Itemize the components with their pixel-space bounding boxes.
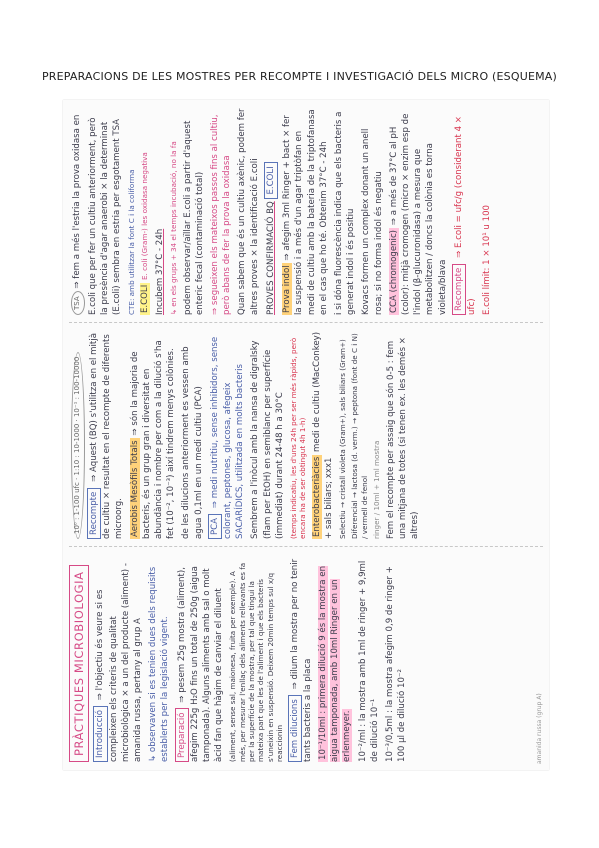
column-1-footnote: amanida russa (grup A): [536, 693, 544, 764]
pca-paragraph: [208, 331, 247, 539]
incubation-text: Incubem 37°C - 24h: [155, 228, 166, 315]
pca-text: ⇒ medi nutritiu, sense inhibidors, sense colorant, peptones, glucosa, afegeix SACARÍDICS, utilitzada en molts bacteris: [209, 336, 246, 539]
tsa-label: TSA: [71, 291, 85, 315]
intro-arrow-text: ↳ observaven si es tenien dues dels requisits establerts per la legislació vigent.: [148, 566, 171, 762]
proves-label: PROVES CONFIRMACIÓ BQ: [265, 201, 276, 315]
recompte-paragraph: [87, 331, 126, 539]
recompte2-text: ⇒ E.coli = ufc/g (considerant 4 × ufc): [453, 115, 477, 315]
ecoli-paragraph: [139, 108, 151, 315]
dilution-text: ⇒ dilum la mostra per no tenir tants bacteris a la placa: [289, 558, 313, 762]
cca-label: CCA (chromogenic): [388, 229, 399, 313]
handwritten-notes-sheet: [63, 100, 549, 770]
indol-label: Prova indol: [282, 265, 293, 313]
intro-text: ⇒ l'objectiu és veure si es compleixen els criteris de qualitat microbiològica × a un del producte (aliment) - amanida russa, pertany al grup A: [95, 563, 143, 762]
fem-text: Fem el recompte per assaig que són 0-5 : fem una mitjana de totes (si tenen ex. les demés × altres): [385, 337, 420, 539]
dilution-label: Fem dilucions: [288, 695, 302, 762]
proves-ecoli: E.COLI: [264, 162, 278, 198]
selectiu-text: Selectiu → cristall violeta (Gram+), sals biliars (Gram+): [338, 339, 348, 539]
indol-text: ⇒ afegim 3ml Ringer + bact × fer la suspensió i a més d'un agar triptòfan en medi de cultiu amb la bateria de la triptofanasa en el cas que ho té. Obtenim 37°C - 24h: [282, 109, 329, 315]
recompte-label: Recompte: [87, 488, 101, 539]
entero-paragraph: [311, 331, 335, 539]
possem-text: podem observar/aïllar E.coli a partir d'aquest enteric fecal (contaminació total): [182, 120, 205, 315]
aerobis-paragraph: [129, 331, 178, 539]
dilution-step-2: 10⁻²/ml : la mostra amb 1ml de ringer + 9,9ml de dilució 10⁻¹: [357, 560, 380, 762]
prep-text-2: (aliment, sense sal, maionesa, fruita per exemple). A més, per mesurar l'enllaç dels aliments rellevants es fa per la superfície de la mostra, per tal que tingui la mateixa part que les de l'aliment i que els bacteris s'uneixin en suspensió. Deixem 20min temps sul x/q reaccionin: [228, 562, 285, 762]
indol-paragraph: [281, 108, 330, 315]
pca-label: PCA: [208, 514, 222, 539]
proves-heading: [264, 108, 278, 315]
dilution-paragraph: [288, 555, 314, 762]
tsa-text: ⇒ fem a més l'estria la prova oxidasa en E.coli que per fer un cultiu anteriorment, però la presència d'agar anaerobi × la determinat (E.coli) sembra en estria per esgotament TSA: [72, 114, 123, 315]
incubation-note: ↳ en els grups + 34 el temps incubació, no la fa: [169, 141, 179, 315]
notes-rotated-content: [63, 100, 549, 770]
dilution-step-1: 10⁻¹/10ml : primera dilució 9 és la mostra en aigua tamponada, amb 10ml Ringer en un erlenmeyer.: [317, 565, 353, 762]
ecoli-note: E. coli (Gram-) les oxidasa negativa: [139, 152, 149, 281]
entero-text: medi de cultiu (MacConkey) + sals biliars; xxx1: [311, 331, 334, 539]
prep-text: ⇒ pesem 25g mostra (aliment), afegim 225g H₂O fins un total de 250g (aigua tamponada). Alguns aliments amb sal o molt àcid fan que hàgim de canviar el diluent: [176, 566, 225, 762]
quan-text: Quan sabem que és un cultiu axènic, podem fer altres proves × la identificació E.coli: [237, 108, 260, 315]
intro-label: Introducció: [93, 706, 107, 762]
notes-column-1: [63, 547, 549, 770]
intro-paragraph: [93, 555, 144, 762]
ringer-note: ringer / 10ml + 1ml mostra: [372, 440, 382, 539]
rca-text: de les dilucions anteriorment es vessen amb agua 0,1ml en un medi cultiu (PCA): [181, 346, 204, 539]
anell-text: Kovacs formen un complex donant un anell rosa; si no forma indol és negatiu: [361, 128, 384, 315]
limit-text: E.coli límit: 1 × 10¹ u 100: [482, 204, 493, 315]
notes-column-3: [63, 100, 549, 323]
segueix-text: ⇒ segueixen els mateixos passos fins al cultiu, però abans de fer la prova la oxidasa: [210, 114, 233, 315]
cca-text: ⇒ a més de 37°C al pH (color): mitjà cromogen (micro × enzim esp de l'indol (β-glucuronidasa) a mesura que metabolitzen / doncs la colònia es torna violeta/blava: [388, 113, 448, 315]
aerobis-label: Aerobis Mesòfils Totals: [129, 440, 140, 537]
sembra-text: Sembrem a l'inòcul amb la nansa de digralsky (flam per EtOH) en semiblanc per superfície (immediat) durant 24-48 h a 30°C: [250, 340, 285, 539]
ecoli-label: E.COLI: [139, 284, 150, 313]
page-title: PREPARACIONS DE LES MOSTRES PER RECOMPTE I INVESTIGACIÓ DELS MICRO (ESQUEMA): [41, 70, 558, 83]
prep-paragraph: [175, 555, 226, 762]
recompte-text: ⇒ Aquest (BQ) s'utilitza en el mitjà de cultiu × resultat en el recompte de diferents microorg.: [88, 333, 125, 539]
entero-label: Enterobacteriàcies: [311, 456, 322, 537]
aerobis-text: ⇒ són la majoria de bacteris, és un grup gran i diversitat en abundància i nombre per com a la dilució s'ha fet (10⁻², 10⁻³) així tindrem menys colònies.: [129, 340, 177, 539]
notes-main-title: PRÀCTIQUES MICROBIOLOGIA: [69, 565, 89, 762]
cca-paragraph: [388, 108, 449, 315]
recompte2-label: Recompte: [452, 264, 466, 315]
indol-text-2: i si dóna fluorescència indica que els bacteris a generat indol i és positiu: [333, 111, 357, 315]
cte-note: CTE: amb utilitzar la font C i la coliforma: [126, 169, 136, 315]
recompte2-paragraph: [452, 108, 478, 315]
tsa-paragraph: [69, 108, 124, 315]
dilution-step-3: 10⁻³/0,5ml : la mostra afegim 0,9 de ringer + 100 µl de dilució 10⁻²: [384, 566, 408, 762]
prep-label: Preparació: [175, 708, 189, 762]
notes-column-2: [63, 323, 549, 547]
sembra-note: (temps indicatiu, les d'uns 24h per ser més ràpids, però encara ha de ser obtingut 4h 1-h): [288, 337, 308, 539]
scale-note-bubble: 10⁰ : 1-100 ufc · 1:10 : 10-1000 · 10⁻¹ : 100-10000: [71, 352, 85, 539]
diferencial-text: Diferencial → lactosa (d. verm.) → peptona (font de C i N) / vermell de fenol: [350, 333, 369, 539]
